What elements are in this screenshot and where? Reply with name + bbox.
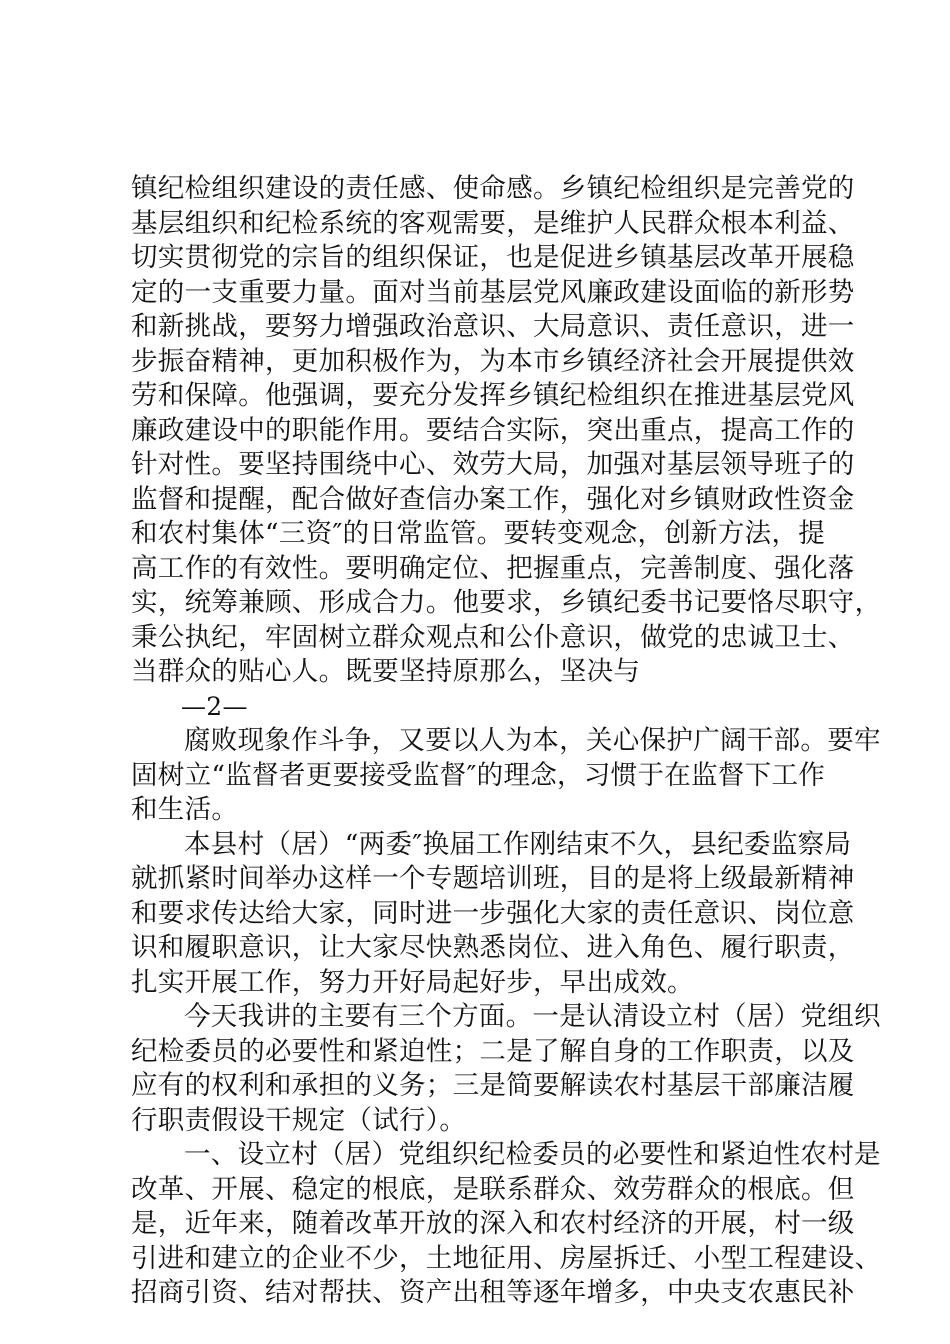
text-line: 劳和保障。他强调，要充分发挥乡镇纪检组织在推进基层党风: [131, 380, 855, 411]
text-line: 实，统筹兼顾、形成合力。他要求，乡镇纪委书记要恪尽职守，: [131, 587, 882, 618]
text-line: 和农村集体“三资″的日常监管。要转变观念，创新方法，提: [131, 518, 826, 549]
text-line: 廉政建设中的职能作用。要结合实际，突出重点，提高工作的: [131, 414, 855, 446]
text-line: 监督和提醒，配合做好查信办案工作，强化对乡镇财政性资金: [131, 483, 855, 515]
text-line: 腐败现象作斗争，又要以人为本，关心保护广阔干部。要牢: [184, 725, 881, 756]
text-line: 步振奋精神，更加积极作为，为本市乡镇经济社会开展提供效: [131, 345, 855, 377]
text-line: 切实贯彻党的宗旨的组织保证，也是促进乡镇基层改革开展稳: [131, 242, 855, 273]
text-line: 秉公执纪，牢固树立群众观点和公仆意识，做党的忠诚卫士、: [131, 621, 855, 653]
text-line: 扎实开展工作，努力开好局起好步，早出成效。: [131, 966, 694, 998]
text-line: 应有的权利和承担的义务；三是简要解读农村基层干部廉洁履: [131, 1070, 855, 1101]
text-line: 定的一支重要力量。面对当前基层党风廉政建设面临的新形势: [131, 276, 855, 308]
text-line: 纪检委员的必要性和紧迫性；二是了解自身的工作职责，以及: [131, 1035, 855, 1067]
text-line: 今天我讲的主要有三个方面。一是认清设立村（居）党组织: [184, 1001, 881, 1032]
text-line: 行职责假设干规定（试行）。: [131, 1104, 467, 1136]
text-line: 固树立“监督者更要接受监督″的理念，习惯于在监督下工作: [131, 759, 826, 791]
text-line: 当群众的贴心人。既要坚持原那么，坚决与: [131, 656, 641, 687]
text-line: 是，近年来，随着改革开放的深入和农村经济的开展，村一级: [131, 1208, 855, 1239]
text-line: 高工作的有效性。要明确定位、把握重点，完善制度、强化落: [131, 552, 855, 584]
text-line: 和新挑战，要努力增强政治意识、大局意识、责任意识，进一: [131, 311, 855, 342]
text-line: 和要求传达给大家，同时进一步强化大家的责任意识、岗位意: [131, 897, 855, 929]
text-line: 基层组织和纪检系统的客观需要，是维护人民群众根本利益、: [131, 207, 855, 239]
page-number: —2—: [181, 691, 248, 721]
text-line: 就抓紧时间举办这样一个专题培训班，目的是将上级最新精神: [131, 863, 855, 894]
text-line: 和生活。: [131, 794, 239, 825]
text-line: 本县村（居）“两委″换届工作刚结束不久，县纪委监察局: [184, 828, 852, 860]
text-line: 针对性。要坚持围绕中心、效劳大局，加强对基层领导班子的: [131, 449, 855, 480]
text-line: 镇纪检组织建设的责任感、使命感。乡镇纪检组织是完善党的: [131, 173, 855, 204]
text-line: 改革、开展、稳定的根底，是联系群众、效劳群众的根底。但: [131, 1173, 855, 1205]
text-line: 一、设立村（居）党组织纪检委员的必要性和紧迫性农村是: [184, 1139, 881, 1170]
text-line: 招商引资、结对帮扶、资产出租等逐年增多，中央支农惠民补: [131, 1277, 855, 1308]
text-line: 引进和建立的企业不少，土地征用、房屋拆迁、小型工程建设、: [131, 1242, 882, 1274]
text-line: 识和履职意识，让大家尽快熟悉岗位、进入角色、履行职责，: [131, 932, 855, 963]
document-page: [131, 172, 882, 1311]
